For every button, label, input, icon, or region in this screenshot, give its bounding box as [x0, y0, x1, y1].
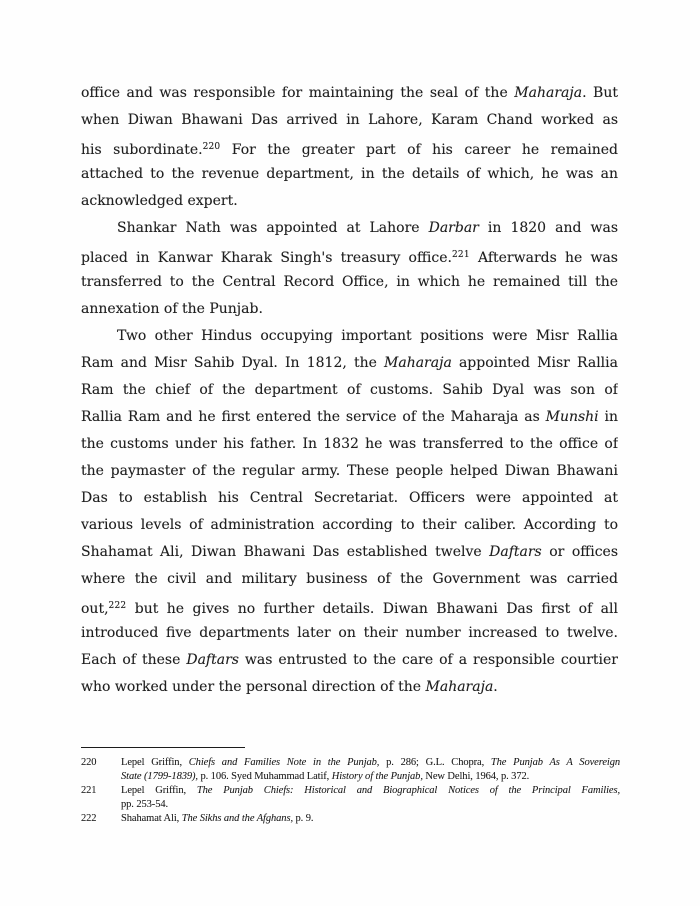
- footnote-number: 222: [81, 813, 97, 824]
- text-run: where the civil and military business of the Government was carried: [81, 571, 618, 587]
- text-run: acknowledged expert.: [81, 193, 238, 209]
- text-run: p. 286; G.L. Chopra,: [379, 757, 491, 768]
- italic-text-run: Munshi: [545, 409, 599, 425]
- italic-text-run: The Punjab As A Sovereign: [490, 757, 620, 768]
- italic-text-run: State (1799-1839),: [121, 771, 198, 782]
- text-run: .: [493, 679, 498, 695]
- text-run: New Delhi, 1964, p. 372.: [422, 771, 530, 782]
- text-run: Two other Hindus occupying important positions were Misr Rallia: [117, 328, 618, 344]
- text-line: [81, 107, 618, 134]
- paragraph: [81, 80, 618, 215]
- italic-text-run: Chiefs and Families Note in the Punjab,: [188, 757, 380, 768]
- text-line: [81, 674, 618, 701]
- text-line: [81, 134, 618, 161]
- text-run: Shahamat Ali, Diwan Bhawani Das established twelve: [81, 544, 490, 560]
- text-run: . But: [582, 85, 618, 101]
- text-run: Lepel Griffin,: [121, 757, 189, 768]
- footnotes: [81, 756, 620, 826]
- text-run: p. 106. Syed Muhammad Latif,: [197, 771, 332, 782]
- footnote-text: [121, 784, 620, 812]
- text-run: who worked under the personal direction of the: [81, 679, 426, 695]
- text-run: or offices: [541, 544, 618, 560]
- text-run: Rallia Ram and he first entered the service of the Maharaja as: [81, 409, 546, 425]
- text-run: Ram and Misr Sahib Dyal. In 1812, the: [81, 355, 385, 371]
- footnote-number: 220: [81, 757, 97, 768]
- footnote-reference: 222: [108, 601, 127, 611]
- text-line: [81, 323, 618, 350]
- body-text: [81, 80, 618, 701]
- text-line: [81, 80, 618, 107]
- text-run: attached to the revenue department, in the details of which, he was an: [81, 166, 618, 182]
- italic-text-run: Daftars: [489, 544, 542, 560]
- text-line: [81, 620, 618, 647]
- italic-text-run: Maharaja: [384, 355, 452, 371]
- text-line: [81, 485, 618, 512]
- text-line: [81, 566, 618, 593]
- text-run: various levels of administration according to their caliber. According to: [81, 517, 618, 533]
- footnote-reference: 221: [452, 250, 470, 260]
- text-run: appointed Misr Rallia: [451, 355, 618, 371]
- italic-text-run: The Punjab Chiefs: Historical and Biographical Notices of the Principal Families,: [196, 785, 620, 796]
- italic-text-run: History of the Punjab,: [331, 771, 423, 782]
- text-line: [81, 242, 618, 269]
- footnote: [81, 812, 620, 826]
- text-run: annexation of the Punjab.: [81, 301, 263, 317]
- text-line: [81, 161, 618, 188]
- text-line: [81, 593, 618, 620]
- text-run: Each of these: [81, 652, 187, 668]
- text-run: when Diwan Bhawani Das arrived in Lahore, Karam Chand worked as: [81, 112, 618, 128]
- text-line: [81, 215, 618, 242]
- text-line: [81, 296, 618, 323]
- text-run: in: [598, 409, 618, 425]
- text-run: transferred to the Central Record Office, in which he remained till the: [81, 274, 618, 290]
- italic-text-run: Darbar: [428, 220, 479, 236]
- text-run: pp. 253-54.: [121, 799, 169, 810]
- italic-text-run: Maharaja: [425, 679, 494, 695]
- text-line: [81, 431, 618, 458]
- text-run: Lepel Griffin,: [121, 785, 197, 796]
- text-line: [81, 458, 618, 485]
- text-run: his subordinate.: [81, 142, 203, 158]
- footnote-line: [121, 784, 620, 798]
- footnote-text: [121, 812, 620, 826]
- footnote-line: [121, 756, 620, 770]
- italic-text-run: Maharaja: [514, 85, 583, 101]
- paragraph: [81, 323, 618, 701]
- text-run: but he gives no further details. Diwan Bhawani Das first of all: [126, 601, 618, 617]
- italic-text-run: The Sikhs and the Afghans,: [181, 813, 293, 824]
- text-run: out,: [81, 601, 109, 617]
- footnote-separator: [81, 747, 245, 748]
- text-run: placed in Kanwar Kharak Singh's treasury office.: [81, 250, 452, 266]
- text-run: Ram the chief of the department of customs. Sahib Dyal was son of: [81, 382, 618, 398]
- text-run: introduced five departments later on their number increased to twelve.: [81, 625, 618, 641]
- footnote-reference: 220: [202, 142, 221, 152]
- footnote: [81, 784, 620, 812]
- text-run: Shankar Nath was appointed at Lahore: [117, 220, 429, 236]
- text-run: the customs under his father. In 1832 he was transferred to the office of: [81, 436, 618, 452]
- text-line: [81, 404, 618, 431]
- text-line: [81, 539, 618, 566]
- text-run: in 1820 and was: [478, 220, 618, 236]
- footnote-text: [121, 756, 620, 784]
- text-run: office and was responsible for maintaining the seal of the: [81, 85, 515, 101]
- footnote-line: [121, 798, 620, 812]
- text-run: p. 9.: [292, 813, 314, 824]
- text-run: the paymaster of the regular army. These people helped Diwan Bhawani: [81, 463, 618, 479]
- footnote-line: [121, 812, 620, 826]
- text-line: [81, 350, 618, 377]
- footnote-number: 221: [81, 785, 97, 796]
- footnote: [81, 756, 620, 784]
- text-run: was entrusted to the care of a responsible courtier: [238, 652, 618, 668]
- text-line: [81, 377, 618, 404]
- text-line: [81, 512, 618, 539]
- footnote-line: [121, 770, 620, 784]
- text-line: [81, 269, 618, 296]
- text-line: [81, 647, 618, 674]
- text-run: Das to establish his Central Secretariat. Officers were appointed at: [81, 490, 618, 506]
- italic-text-run: Daftars: [186, 652, 239, 668]
- text-run: Shahamat Ali,: [121, 813, 182, 824]
- text-run: Afterwards he was: [469, 250, 618, 266]
- text-run: For the greater part of his career he remained: [220, 142, 618, 158]
- paragraph: [81, 215, 618, 323]
- text-line: [81, 188, 618, 215]
